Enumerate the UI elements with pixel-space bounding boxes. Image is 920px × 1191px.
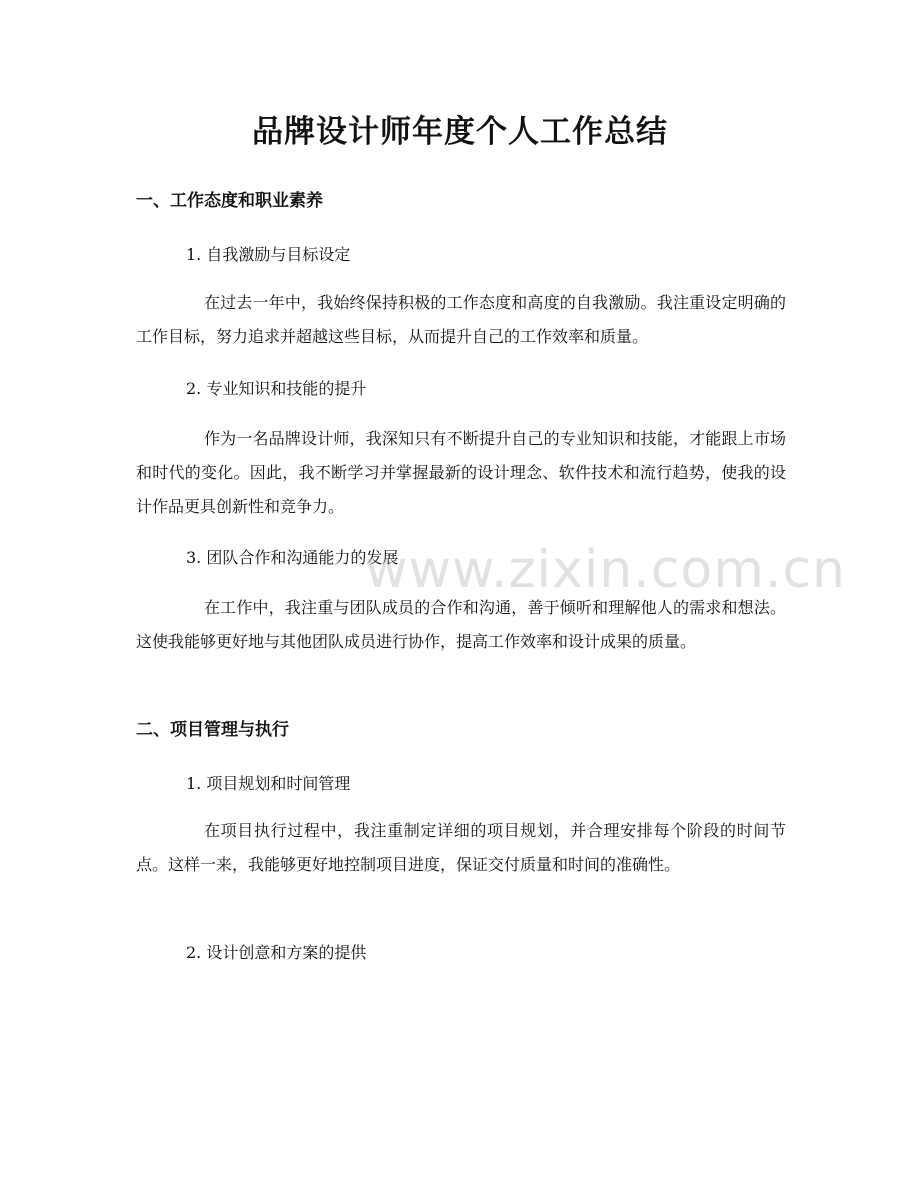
section-heading-1: 一、工作态度和职业素养 — [136, 191, 323, 211]
paragraph-1-3: 在工作中，我注重与团队成员的合作和沟通，善于倾听和理解他人的需求和想法。这使我能够更好地与其他团队成员进行协作，提高工作效率和设计成果的质量。 — [136, 598, 786, 651]
paragraph-1-1: 在过去一年中，我始终保持积极的工作态度和高度的自我激励。我注重设定明确的工作目标，努力追求并超越这些目标，从而提升自己的工作效率和质量。 — [136, 293, 786, 346]
paragraph-2-1: 在项目执行过程中，我注重制定详细的项目规划，并合理安排每个阶段的时间节点。这样一来，我能够更好地控制项目进度，保证交付质量和时间的准确性。 — [136, 821, 786, 874]
subheading-2-1: 1. 项目规划和时间管理 — [186, 774, 351, 793]
watermark: www.zixin.com.cn — [365, 540, 846, 600]
section-heading-2: 二、项目管理与执行 — [136, 720, 289, 740]
document-title: 品牌设计师年度个人工作总结 — [252, 114, 668, 150]
paragraph-1-2: 作为一名品牌设计师，我深知只有不断提升自己的专业知识和技能，才能跟上市场和时代的变化。因此，我不断学习并掌握最新的设计理念、软件技术和流行趋势，使我的设计作品更具创新性和竞争力。 — [136, 429, 786, 516]
subheading-1-1: 1. 自我激励与目标设定 — [186, 245, 351, 264]
subheading-1-3: 3. 团队合作和沟通能力的发展 — [186, 548, 399, 567]
subheading-1-2: 2. 专业知识和技能的提升 — [186, 379, 367, 398]
subheading-2-2: 2. 设计创意和方案的提供 — [186, 943, 367, 962]
